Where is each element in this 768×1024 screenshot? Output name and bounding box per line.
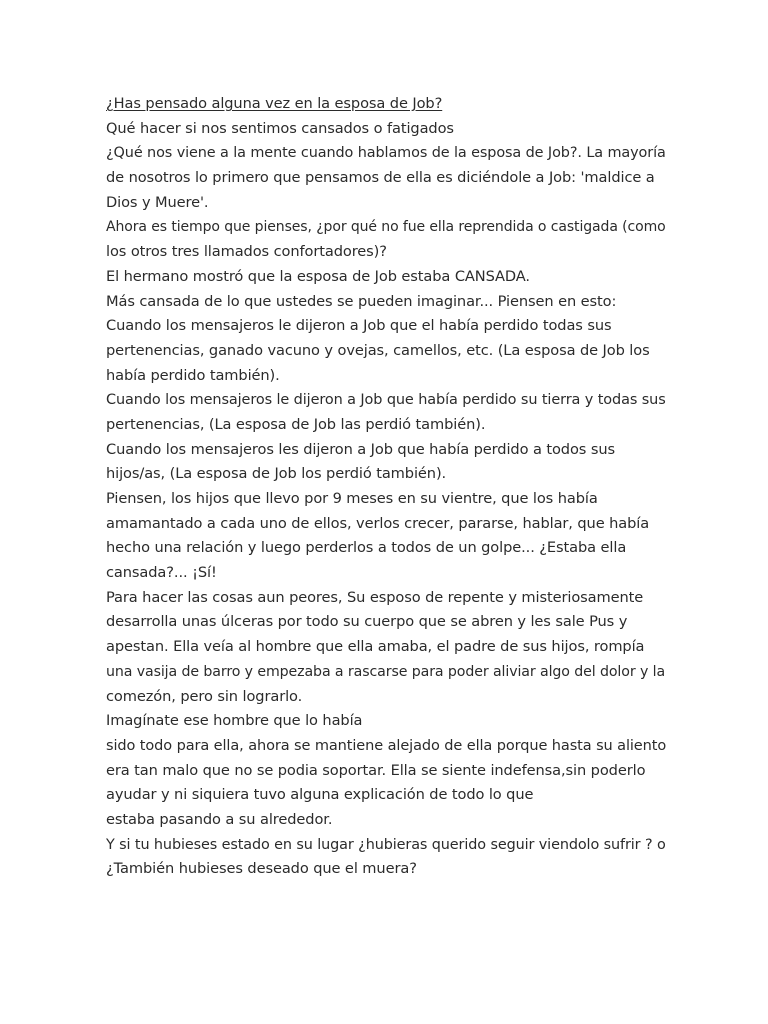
text-line: amamantado a cada uno de ellos, verlos crecer, pararse, hablar, que había	[106, 514, 650, 532]
text-line: Cuando los mensajeros le dijeron a Job que el había perdido todas sus	[106, 317, 612, 335]
document-title: ¿Has pensado alguna vez en la esposa de Job?	[106, 95, 443, 112]
text-line: Y si tu hubieses estado en su lugar ¿hubieras querido seguir viendolo sufrir ? o	[106, 836, 666, 853]
text-line: desarrolla unas úlceras por todo su cuerpo que se abren y les sale Pus y	[106, 613, 628, 631]
text-line: Qué hacer si nos sentimos cansados o fatigados	[106, 119, 454, 137]
text-line: ayudar y ni siquiera tuvo alguna explicación de todo lo que	[106, 786, 534, 804]
text-line: pertenencias, ganado vacuno y ovejas, camellos, etc. (La esposa de Job los	[106, 341, 650, 359]
text-line: de nosotros lo primero que pensamos de ella es diciéndole a Job: 'maldice a	[106, 169, 655, 187]
text-line: una vasija de barro y empezaba a rascarse para poder aliviar algo del dolor y la	[106, 663, 666, 680]
text-line: sido todo para ella, ahora se mantiene alejado de ella porque hasta su aliento	[106, 737, 667, 754]
text-line: Imagínate ese hombre que lo había	[106, 712, 363, 730]
text-line: hecho una relación y luego perderlos a todos de un golpe... ¿Estaba ella	[106, 539, 627, 557]
document-body	[106, 92, 666, 882]
text-line: los otros tres llamados confortadores)?	[106, 243, 387, 261]
text-line: había perdido también).	[106, 366, 280, 384]
text-line: Ahora es tiempo que pienses, ¿por qué no fue ella reprendida o castigada (como	[106, 219, 666, 236]
text-line: El hermano mostró que la esposa de Job estaba CANSADA.	[106, 267, 530, 285]
text-line: hijos/as, (La esposa de Job los perdió también).	[106, 465, 447, 483]
text-line: pertenencias, (La esposa de Job las perdió también).	[106, 415, 486, 433]
text-line: Para hacer las cosas aun peores, Su esposo de repente y misteriosamente	[106, 588, 644, 606]
text-line: apestan. Ella veía al hombre que ella amaba, el padre de sus hijos, rompía	[106, 638, 645, 656]
text-line: ¿Qué nos viene a la mente cuando hablamos de la esposa de Job?. La mayoría	[106, 145, 666, 162]
text-line: ¿También hubieses deseado que el muera?	[106, 860, 417, 878]
text-line: Dios y Muere'.	[106, 193, 209, 211]
text-line: era tan malo que no se podia soportar. Ella se siente indefensa,sin poderlo	[106, 761, 646, 779]
text-line: comezón, pero sin lograrlo.	[106, 687, 303, 705]
text-line: Cuando los mensajeros le dijeron a Job que había perdido su tierra y todas sus	[106, 392, 666, 409]
text-line: Piensen, los hijos que llevo por 9 meses en su vientre, que los había	[106, 490, 598, 507]
text-line: cansada?... ¡Sí!	[106, 564, 217, 582]
text-line: estaba pasando a su alrededor.	[106, 810, 333, 828]
text-line: Más cansada de lo que ustedes se pueden imaginar... Piensen en esto:	[106, 292, 617, 310]
text-line: Cuando los mensajeros les dijeron a Job que había perdido a todos sus	[106, 440, 615, 458]
